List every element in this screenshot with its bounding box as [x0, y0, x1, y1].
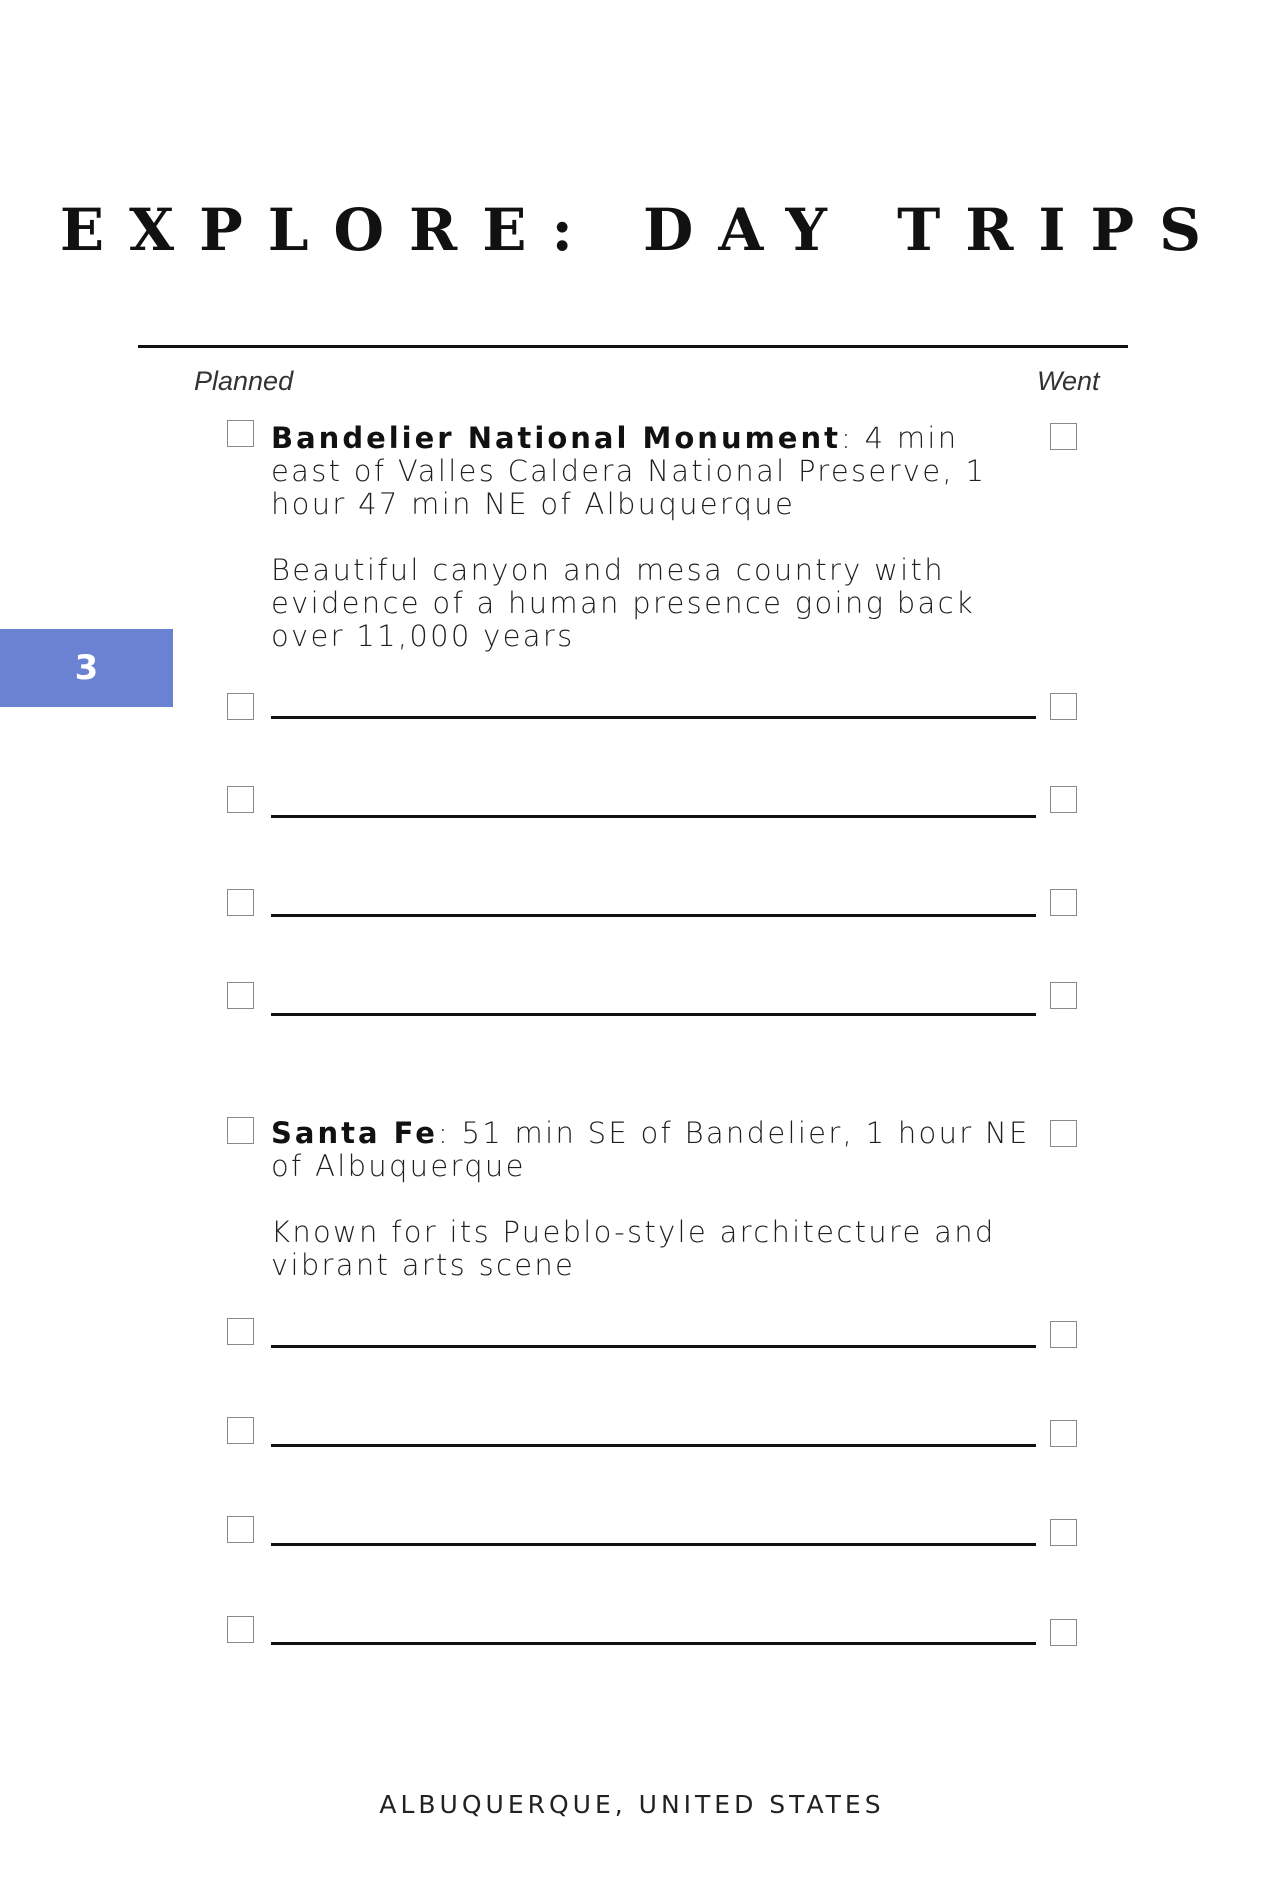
trip-heading — [271, 1117, 1041, 1183]
trip-description: Beautiful canyon and mesa country with evidence of a human presence going back over 11,000 years — [271, 553, 975, 653]
planned-checkbox[interactable] — [227, 693, 254, 720]
went-checkbox[interactable] — [1050, 423, 1077, 450]
planned-checkbox[interactable] — [227, 420, 254, 447]
write-in-line[interactable] — [271, 1345, 1036, 1348]
went-checkbox[interactable] — [1050, 1321, 1077, 1348]
trip-name: Santa Fe — [271, 1116, 438, 1150]
page-number: 3 — [74, 648, 99, 688]
trip-entry — [271, 1117, 1041, 1282]
went-checkbox[interactable] — [1050, 889, 1077, 916]
went-column-label: Went — [1037, 366, 1100, 396]
write-in-line[interactable] — [271, 914, 1036, 917]
write-in-line[interactable] — [271, 1013, 1036, 1016]
page-number-tab — [0, 629, 173, 707]
planned-checkbox[interactable] — [227, 889, 254, 916]
page-title: EXPLORE: DAY TRIPS — [59, 196, 1227, 264]
went-checkbox[interactable] — [1050, 693, 1077, 720]
write-in-line[interactable] — [271, 1444, 1036, 1447]
trip-name: Bandelier National Monument — [271, 421, 841, 455]
planned-checkbox[interactable] — [227, 1318, 254, 1345]
went-checkbox[interactable] — [1050, 1120, 1077, 1147]
planned-checkbox[interactable] — [227, 1616, 254, 1643]
trip-heading — [271, 422, 1041, 521]
planned-checkbox[interactable] — [227, 786, 254, 813]
planned-checkbox[interactable] — [227, 1417, 254, 1444]
trip-detail: : 51 min SE of Bandelier, 1 hour NE of Albuquerque — [271, 1116, 1030, 1183]
title-divider — [138, 345, 1128, 348]
went-checkbox[interactable] — [1050, 1420, 1077, 1447]
planned-checkbox[interactable] — [227, 1516, 254, 1543]
write-in-line[interactable] — [271, 716, 1036, 719]
trip-entry — [271, 422, 1041, 653]
write-in-line[interactable] — [271, 815, 1036, 818]
planned-checkbox[interactable] — [227, 982, 254, 1009]
write-in-line[interactable] — [271, 1543, 1036, 1546]
write-in-line[interactable] — [271, 1642, 1036, 1645]
went-checkbox[interactable] — [1050, 786, 1077, 813]
went-checkbox[interactable] — [1050, 1619, 1077, 1646]
trip-description: Known for its Pueblo-style architecture and vibrant arts scene — [271, 1215, 996, 1282]
page-footer: ALBUQUERQUE, UNITED STATES — [379, 1790, 885, 1819]
trip-detail: : 4 min east of Valles Caldera National Preserve, 1 hour 47 min NE of Albuquerque — [271, 421, 987, 521]
planned-column-label: Planned — [194, 366, 294, 396]
went-checkbox[interactable] — [1050, 1519, 1077, 1546]
planned-checkbox[interactable] — [227, 1117, 254, 1144]
went-checkbox[interactable] — [1050, 982, 1077, 1009]
